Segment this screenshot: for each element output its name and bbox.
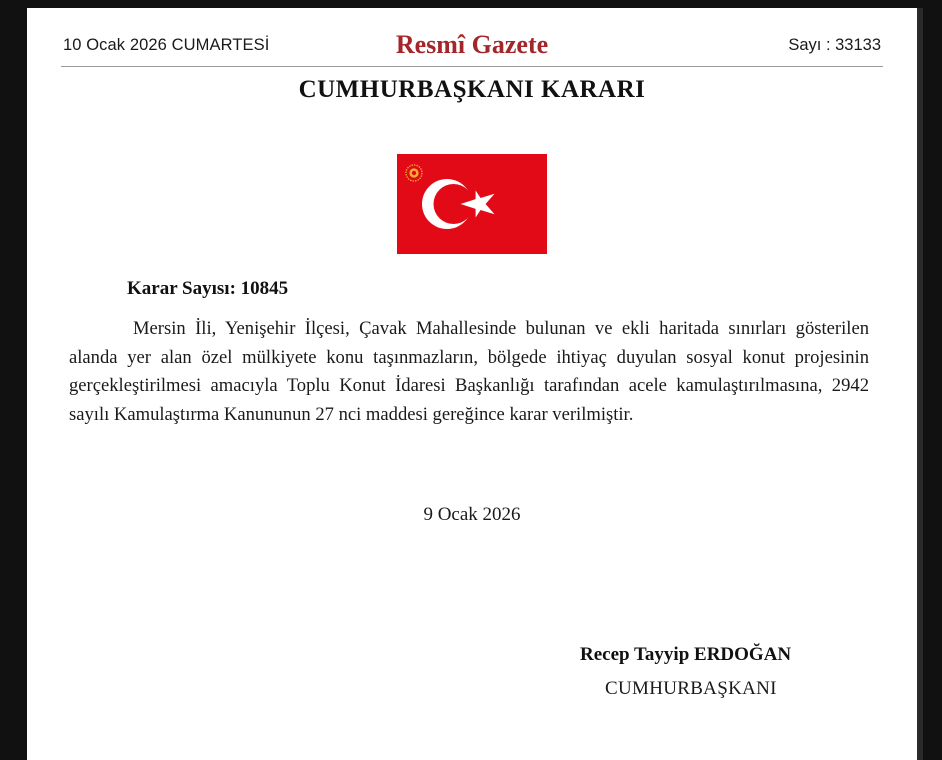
signer-surname: ERDOĞAN [694,644,792,665]
signer-name [580,644,791,666]
decree-number: Karar Sayısı: 10845 [127,278,289,299]
decree-body: Mersin İli, Yenişehir İlçesi, Çavak Mahallesinde bulunan ve ekli haritada sınırları gösterilen alanda yer alan özel mülkiyete konu taşınmazların, bölgede ihtiyaç duyulan sosyal konut projesinin gerçekleştirilmesi amacıyla Toplu Konut İdaresi Başkanlığı tarafından acele kamulaştırılmasına, 2942 sayılı Kamulaştırma Kanununun 27 nci maddesi gereğince karar verilmiştir. [69,318,869,425]
decision-date: 9 Ocak 2026 [423,504,521,525]
signer-title: CUMHURBAŞKANI [605,678,777,699]
page-edge-shadow [917,8,923,760]
signer-first-names: Recep Tayyip [580,644,690,665]
publication-title: Resmî Gazete [395,30,549,59]
turkish-flag-icon [397,154,547,254]
publication-date: 10 Ocak 2026 CUMARTESİ [63,36,270,54]
issue-number: Sayı : 33133 [788,36,881,54]
gazette-page [27,8,917,760]
header-divider [61,66,883,67]
document-title: CUMHURBAŞKANI KARARI [298,76,646,103]
gazette-header [63,30,881,64]
